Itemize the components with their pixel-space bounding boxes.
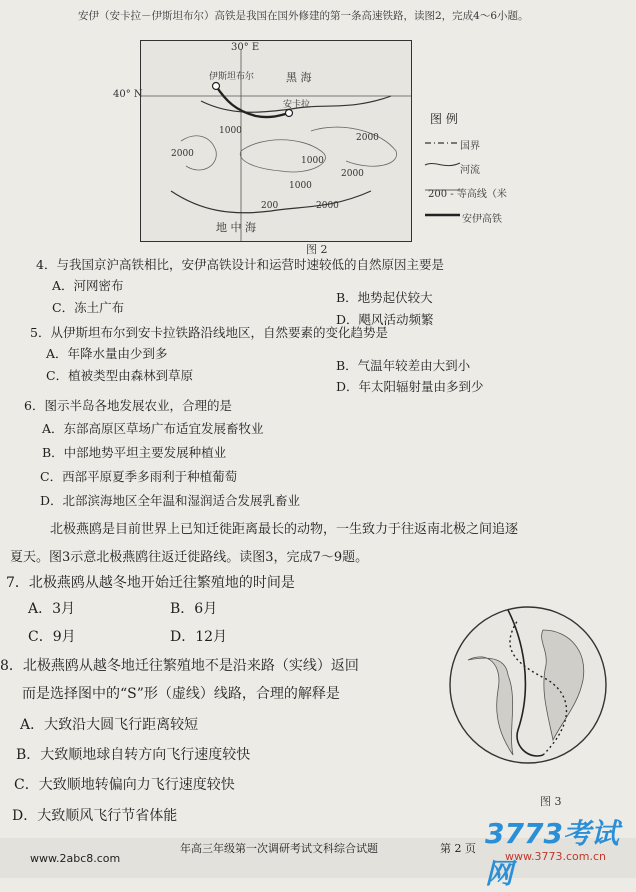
legend-title: 图 例 <box>430 112 458 126</box>
istanbul-label: 伊斯坦布尔 <box>209 72 255 82</box>
q8-stem-line-1: 8．北极燕鸥从越冬地迁往繁殖地不是沿来路（实线）返回 <box>0 658 359 674</box>
q5-option-b: B．气温年较差由大到小 <box>336 358 471 373</box>
q7-option-b: B．6月 <box>170 601 218 617</box>
q4-option-c: C．冻土广布 <box>52 300 125 315</box>
river-symbol <box>425 163 460 166</box>
passage-line-2: 夏天。图3示意北极燕鸥往返迁徙路线。读图3，完成7～9题。 <box>10 550 369 565</box>
passage-line-1: 北极燕鸥是目前世界上已知迁徙距离最长的动物，一生致力于往返南北极之间追逐 <box>50 522 519 537</box>
q6-stem: 6．图示半岛各地发展农业，合理的是 <box>24 398 232 413</box>
q4-stem: 4．与我国京沪高铁相比，安伊高铁设计和运营时速较低的自然原因主要是 <box>36 257 444 272</box>
black-sea-label: 黑 海 <box>286 71 312 84</box>
contour-value: 2000 <box>316 201 339 211</box>
figure-3-caption: 图 3 <box>540 795 562 808</box>
figure-3-globe <box>448 590 608 780</box>
q5-stem: 5．从伊斯坦布尔到安卡拉铁路沿线地区，自然要素的变化趋势是 <box>30 325 388 340</box>
mediterranean-label: 地 中 海 <box>216 221 256 234</box>
latitude-label: 40° N <box>113 89 143 100</box>
q6-option-a: A．东部高原区草场广布适宜发展畜牧业 <box>42 421 264 436</box>
contour-value: 2000 <box>341 169 364 179</box>
contour-value: 200 <box>261 201 279 211</box>
q4-option-a: A．河网密布 <box>52 278 124 293</box>
q4-option-b: B．地势起伏较大 <box>336 290 433 305</box>
figure-2-caption: 图 2 <box>306 243 328 256</box>
contour-value: 1000 <box>301 156 324 166</box>
q5-option-c: C．植被类型由森林到草原 <box>46 368 194 383</box>
watermark-brand: 3773考试网 <box>485 817 619 890</box>
legend-railway: 安伊高铁 <box>462 214 502 225</box>
legend-border: 国界 <box>460 141 480 152</box>
contour-value: 1000 <box>289 181 312 191</box>
ankara-marker <box>286 110 293 117</box>
istanbul-marker <box>213 83 220 90</box>
q5-option-d: D．年太阳辐射量由多到少 <box>336 379 484 394</box>
watermark-url: www.3773.com.cn <box>505 850 606 863</box>
contour-value: 1000 <box>219 126 242 136</box>
ankara-label: 安卡拉 <box>283 100 311 110</box>
q7-option-c: C．9月 <box>28 629 76 645</box>
q6-option-b: B．中部地势平坦主要发展种植业 <box>42 445 227 460</box>
footer-title: 年高三年级第一次调研考试文科综合试题 <box>180 842 378 855</box>
q6-option-c: C．西部平原夏季多雨利于种植葡萄 <box>40 469 238 484</box>
globe-outline <box>450 607 606 763</box>
section-intro: 安伊（安卡拉－伊斯坦布尔）高铁是我国在国外修建的第一条高速铁路，读图2，完成4～6小题。 <box>78 10 529 22</box>
q7-stem: 7．北极燕鸥从越冬地开始迁往繁殖地的时间是 <box>6 575 295 591</box>
figure-2-map <box>113 40 412 242</box>
q8-option-a: A．大致沿大圆飞行距离较短 <box>20 717 199 733</box>
q5-option-a: A．年降水量由少到多 <box>46 346 168 361</box>
watermark-left: www.2abc8.com <box>30 852 121 865</box>
q7-option-d: D．12月 <box>170 629 228 645</box>
contour-value: 2000 <box>356 133 379 143</box>
q8-option-d: D．大致顺风飞行节省体能 <box>12 808 178 824</box>
contour-value: 2000 <box>171 149 194 159</box>
page-number: 第 2 页 <box>440 842 476 855</box>
q8-option-b: B．大致顺地球自转方向飞行速度较快 <box>16 747 251 763</box>
q7-option-a: A．3月 <box>28 601 76 617</box>
legend-river: 河流 <box>460 165 480 176</box>
q4-option-d: D．飓风活动频繁 <box>336 312 434 327</box>
q8-stem-line-2: 而是选择图中的“S”形（虚线）线路，合理的解释是 <box>22 686 340 702</box>
q8-option-c: C．大致顺地转偏向力飞行速度较快 <box>14 777 235 793</box>
longitude-label: 30° E <box>231 42 260 53</box>
legend-contour: 200 - 等高线（米 <box>428 189 507 200</box>
q6-option-d: D．北部滨海地区全年温和湿润适合发展乳畜业 <box>40 493 301 508</box>
